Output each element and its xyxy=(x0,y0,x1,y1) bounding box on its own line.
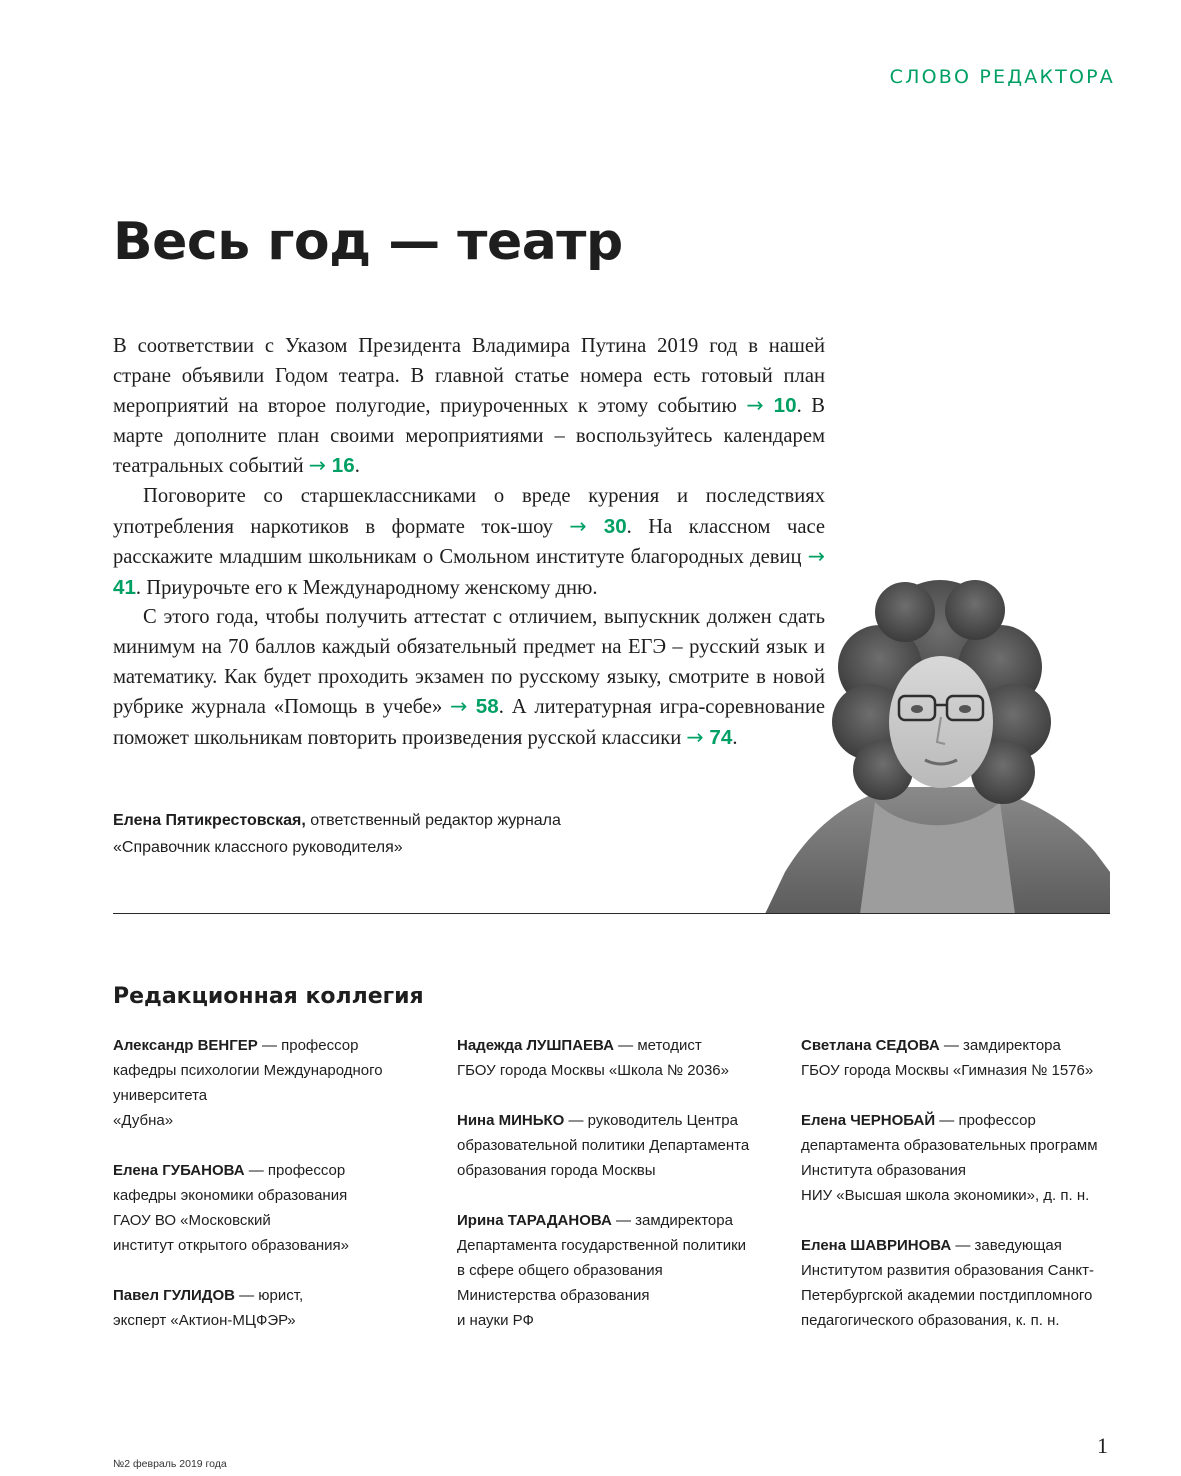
member-name: Светлана СЕДОВА xyxy=(801,1037,940,1054)
paragraph-3 xyxy=(113,603,825,753)
member-role: — замдиректора ГБОУ города Москвы «Гимназия № 1576» xyxy=(801,1037,1094,1079)
page-ref-link[interactable] xyxy=(450,695,499,718)
text: В соответствии с Указом Президента Владимира Путина 2019 год в нашей стране объявили Годом театра. В главной статье номера есть готовый план мероприятий на второе полугодие, приуроченных к этому событию xyxy=(113,335,825,418)
editor-portrait-photo xyxy=(765,572,1110,914)
page-ref-number: 41 xyxy=(113,575,136,599)
board-member xyxy=(801,1108,1111,1208)
member-role: — профессор кафедры экономики образования ГАОУ ВО «Московский институт открытого образования» xyxy=(113,1162,350,1254)
board-member xyxy=(113,1033,403,1133)
page-ref-link[interactable] xyxy=(569,515,626,538)
board-column-1 xyxy=(113,1033,403,1358)
page-ref-number: 10 xyxy=(773,394,797,418)
board-member xyxy=(801,1233,1111,1333)
board-member xyxy=(113,1283,403,1333)
arrow-right-icon: → xyxy=(686,724,704,749)
text: . А литературная игра-соревнование поможет школьникам повторить произведения русской классики xyxy=(113,696,825,749)
editor-signature xyxy=(113,807,733,861)
board-member xyxy=(457,1033,757,1083)
text: Поговорите со старшеклассниками о вреде курения и последствиях употребления наркотиков в формате ток-шоу xyxy=(113,484,825,538)
member-name: Елена ГУБАНОВА xyxy=(113,1162,245,1179)
page-number: 1 xyxy=(1097,1433,1108,1458)
member-name: Елена ШАВРИНОВА xyxy=(801,1237,952,1254)
paragraph-1 xyxy=(113,332,825,482)
text: . xyxy=(354,455,360,478)
member-role: — профессор департамента образовательных программ Института образования НИУ «Высшая школа экономики», д. п. н. xyxy=(801,1112,1098,1204)
text: . Приурочьте его к Международному женскому дню. xyxy=(135,576,598,599)
member-role: — замдиректора Департамента государственной политики в сфере общего образования Министерства образования и науки РФ xyxy=(457,1212,747,1329)
editorial-text xyxy=(113,332,825,753)
text: . В марте дополните план своими мероприятиями – воспользуйтесь календарем театральных событий xyxy=(113,395,825,478)
member-name: Ирина ТАРАДАНОВА xyxy=(457,1212,612,1229)
member-role: — методист ГБОУ города Москвы «Школа № 2036» xyxy=(457,1037,729,1079)
arrow-right-icon: → xyxy=(746,393,764,418)
page-ref-number: 74 xyxy=(709,725,733,749)
issue-info: №2 февраль 2019 года xyxy=(113,1458,227,1470)
member-role: — заведующая Институтом развития образования Санкт-Петербургской академии постдипломного педагогического образования, к. п. н. xyxy=(801,1237,1094,1329)
text: . xyxy=(732,726,738,749)
board-member xyxy=(113,1158,403,1258)
arrow-right-icon: → xyxy=(807,544,825,569)
arrow-right-icon: → xyxy=(450,694,468,719)
page-ref-link[interactable] xyxy=(309,454,355,477)
arrow-right-icon: → xyxy=(308,453,327,478)
paragraph-2 xyxy=(113,482,825,603)
member-name: Елена ЧЕРНОБАЙ xyxy=(801,1112,936,1129)
text: С этого года, чтобы получить аттестат с отличием, выпускник должен сдать минимум на 70 баллов каждый обязательный предмет на ЕГЭ – русский язык и математику. Как будет проходить экзамен по русскому языку, смотрите в новой рубрике журнала «Помощь в учебе» xyxy=(113,606,825,719)
member-name: Павел ГУЛИДОВ xyxy=(113,1287,235,1304)
editorial-board-title: Редакционная коллегия xyxy=(113,984,424,1009)
member-name: Надежда ЛУШПАЕВА xyxy=(457,1037,614,1054)
member-role: — профессор кафедры психологии Международного университета «Дубна» xyxy=(113,1037,383,1129)
text: . На классном часе расскажите младшим школьникам о Смольном институте благородных девиц xyxy=(113,515,825,569)
page-ref-number: 58 xyxy=(475,695,499,719)
page-ref-number: 30 xyxy=(603,514,627,538)
page-ref-link[interactable] xyxy=(746,394,796,417)
article-title: Весь год — театр xyxy=(113,212,623,272)
editor-name: Елена Пятикрестовская, xyxy=(113,812,306,829)
member-role: — юрист, эксперт «Актион-МЦФЭР» xyxy=(113,1287,304,1329)
editor-role: ответственный редактор журнала xyxy=(305,812,561,829)
board-member xyxy=(801,1033,1111,1083)
section-label: СЛОВО РЕДАКТОРА xyxy=(889,66,1115,88)
page-ref-number: 16 xyxy=(331,454,355,478)
board-column-3 xyxy=(801,1033,1111,1358)
board-column-2 xyxy=(457,1033,757,1358)
arrow-right-icon: → xyxy=(569,513,587,538)
section-divider xyxy=(113,913,1110,914)
member-name: Александр ВЕНГЕР xyxy=(113,1037,258,1054)
member-name: Нина МИНЬКО xyxy=(457,1112,565,1129)
member-role: — руководитель Центра образовательной политики Департамента образования города Москвы xyxy=(457,1112,750,1179)
board-member xyxy=(457,1108,757,1183)
page-ref-link[interactable] xyxy=(686,726,732,749)
board-member xyxy=(457,1208,757,1333)
magazine-name: «Справочник классного руководителя» xyxy=(113,839,403,856)
